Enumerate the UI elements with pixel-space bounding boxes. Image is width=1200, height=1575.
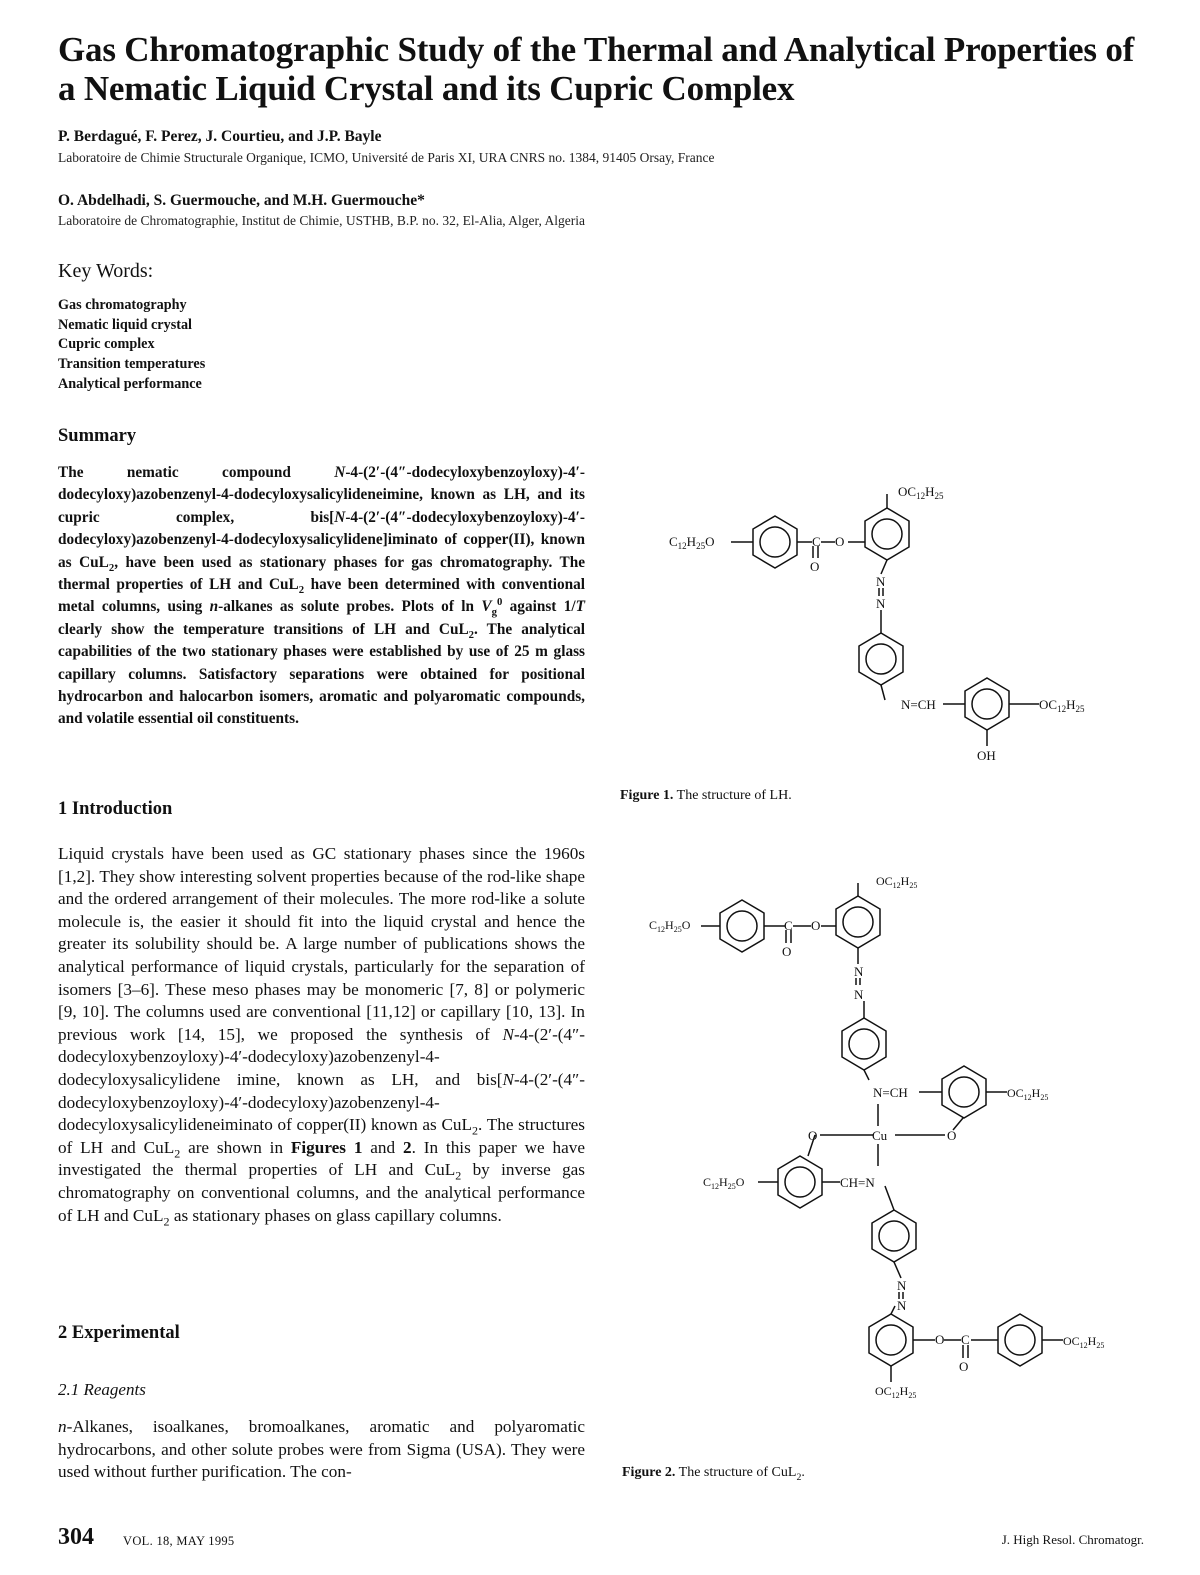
imine-label: N=CH [873, 1085, 908, 1100]
introduction-heading: 1 Introduction [58, 799, 173, 819]
aromatic-circle [866, 644, 896, 674]
phenolate-oxygen: O [947, 1128, 957, 1143]
keyword-item: Transition temperatures [58, 356, 206, 373]
keywords-list [58, 296, 205, 395]
journal-name: J. High Resol. Chromatogr. [1001, 1532, 1144, 1547]
reagents-subheading: 2.1 Reagents [58, 1380, 146, 1399]
oc12h25-label: $OC_{12}H_{25}$ [898, 484, 944, 501]
keyword-item: Analytical performance [58, 375, 202, 392]
reagents-paragraph: n-Alkanes, isoalkanes, bromoalkanes, aromatic and polyaromatic hydrocarbons, and other solute probes were from Sigma (USA). They were used without further purification. The con- [58, 1417, 585, 1482]
c12h25o-label: $C_{12}H_{25}O$ [669, 534, 715, 551]
paper-title: Gas Chromatographic Study of the Thermal and Analytical Properties of a Nematic Liquid Crystal and its Cupric Complex [58, 30, 1135, 108]
figure-2-caption: Figure 2. The structure of CuL$_2$. [622, 1465, 805, 1483]
azo-nitrogen: N [854, 987, 864, 1002]
author-list-1: P. Berdagué, F. Perez, J. Courtieu, and J.P. Bayle [58, 128, 382, 145]
introduction-paragraph: Liquid crystals have been used as GC stationary phases since the 1960s [1,2]. They show interesting solvent properties because of the rod-like shape and the ordered arrangement of their molecules. The more rod-like a solute molecule is, the easier it should fit into the liquid crystal and hence the greater its solubility should be. A large number of publications shows the analytical performance of liquid crystals, particularly for the separation of isomers [3–6]. These meso phases may be monomeric [7, 8] or polymeric [9, 10]. The columns used are conventional [11,12] or capillary [10, 13]. In previous work [14, 15], we proposed the synthesis of N-4-(2′-(4″-dodecyloxybenzoyloxy)-4′-dodecyloxy)azobenzenyl-4-dodecyloxysalicylidene imine, known as LH, and bis[N-4-(2′-(4″-dodecyloxybenzoyloxy)-4′-dodecyloxy)azobenzenyl-4-dodecyloxysalicylideneiminato of copper(II) known as CuL$_2$. The structures of LH and CuL$_2$ are shown in Figures 1 and 2. In this paper we have investigated the thermal properties of LH and CuL$_2$ by inverse gas chromatography on conventional columns, and the analytical performance of LH and CuL$_2$ as stationary phases on glass capillary columns. [58, 844, 585, 1228]
cul2-structure-diagram [645, 868, 1135, 1413]
oc12h25-label: $OC_{12}H_{25}$ [1039, 697, 1085, 714]
ester-carbon: C [812, 534, 821, 549]
carbonyl-oxygen: O [810, 559, 820, 574]
carbonyl-oxygen: O [959, 1359, 969, 1374]
summary-paragraph: The nematic compound N-4-(2′-(4″-dodecyloxybenzoyloxy)-4′-dodecyloxy)azobenzenyl-4-dodecyloxysalicylideneimine, known as LH, and its cupric complex, bis[N-4-(2′-(4″-dodecyloxybenzoyloxy)-4′-dodecyloxy)azobenzenyl-4-dodecyloxysalicylidene]iminato of copper(II), known as CuL$_2$, have been used as stationary phases for gas chromatography. The thermal properties of LH and CuL$_2$ have been determined with conventional metal columns, using n-alkanes as solute probes. Plots of $\ln V_g^0$ against 1/T clearly show the temperature transitions of LH and CuL$_2$. The analytical capabilities of the two stationary phases were established by use of 25 m glass capillary columns. Satisfactory separations were obtained for positional hydrocarbon and halocarbon isomers, aromatic and polyaromatic compounds, and volatile essential oil constituents. [58, 464, 585, 728]
aromatic-circle [972, 689, 1002, 719]
imine-label: CH=N [840, 1175, 875, 1190]
volume-info: VOL. 18, MAY 1995 [123, 1534, 235, 1548]
carbonyl-oxygen: O [782, 944, 792, 959]
lh-structure-diagram [655, 478, 1125, 778]
summary-heading: Summary [58, 426, 137, 446]
page-number: 304 [58, 1524, 94, 1550]
azo-nitrogen: N [876, 596, 886, 611]
hydroxyl-label: OH [977, 748, 996, 763]
ester-carbon: C [784, 918, 793, 933]
keyword-item: Cupric complex [58, 336, 155, 353]
oc12h25-label: $OC_{12}H_{25}$ [876, 874, 918, 890]
affiliation-1: Laboratoire de Chimie Structurale Organique, ICMO, Université de Paris XI, URA CNRS no. 1384, 91405 Orsay, France [58, 150, 715, 165]
oc12h25-label: $OC_{12}H_{25}$ [1007, 1086, 1049, 1102]
azo-nitrogen: N [897, 1278, 907, 1293]
figure-1-structure [655, 478, 1125, 778]
azo-nitrogen: N [854, 964, 864, 979]
azo-nitrogen: N [876, 574, 886, 589]
c12h25o-label: $C_{12}H_{25}O$ [703, 1175, 745, 1191]
keywords-heading: Key Words: [58, 260, 154, 282]
oc12h25-label: $OC_{12}H_{25}$ [875, 1384, 917, 1400]
aromatic-circle [760, 527, 790, 557]
oc12h25-label: $OC_{12}H_{25}$ [1063, 1334, 1105, 1350]
keyword-item: Nematic liquid crystal [58, 316, 192, 333]
figure-1-caption: Figure 1. The structure of LH. [620, 788, 792, 803]
copper-center: Cu [872, 1128, 888, 1143]
keyword-item: Gas chromatography [58, 297, 187, 313]
phenolate-oxygen: O [808, 1128, 818, 1143]
affiliation-2: Laboratoire de Chromatographie, Institut de Chimie, USTHB, B.P. no. 32, El-Alia, Alger, Algeria [58, 213, 585, 228]
ester-carbon: C [961, 1332, 970, 1347]
azo-nitrogen: N [897, 1298, 907, 1313]
imine-label: N=CH [901, 697, 936, 712]
author-list-2: O. Abdelhadi, S. Guermouche, and M.H. Guermouche* [58, 192, 425, 209]
experimental-heading: 2 Experimental [58, 1323, 180, 1343]
ester-bridge-oxygen: O [835, 534, 845, 549]
aromatic-circle [872, 519, 902, 549]
ester-oxygen: O [935, 1332, 945, 1347]
c12h25o-label: $C_{12}H_{25}O$ [649, 918, 691, 934]
ester-oxygen: O [811, 918, 821, 933]
figure-2-structure [645, 868, 1135, 1413]
